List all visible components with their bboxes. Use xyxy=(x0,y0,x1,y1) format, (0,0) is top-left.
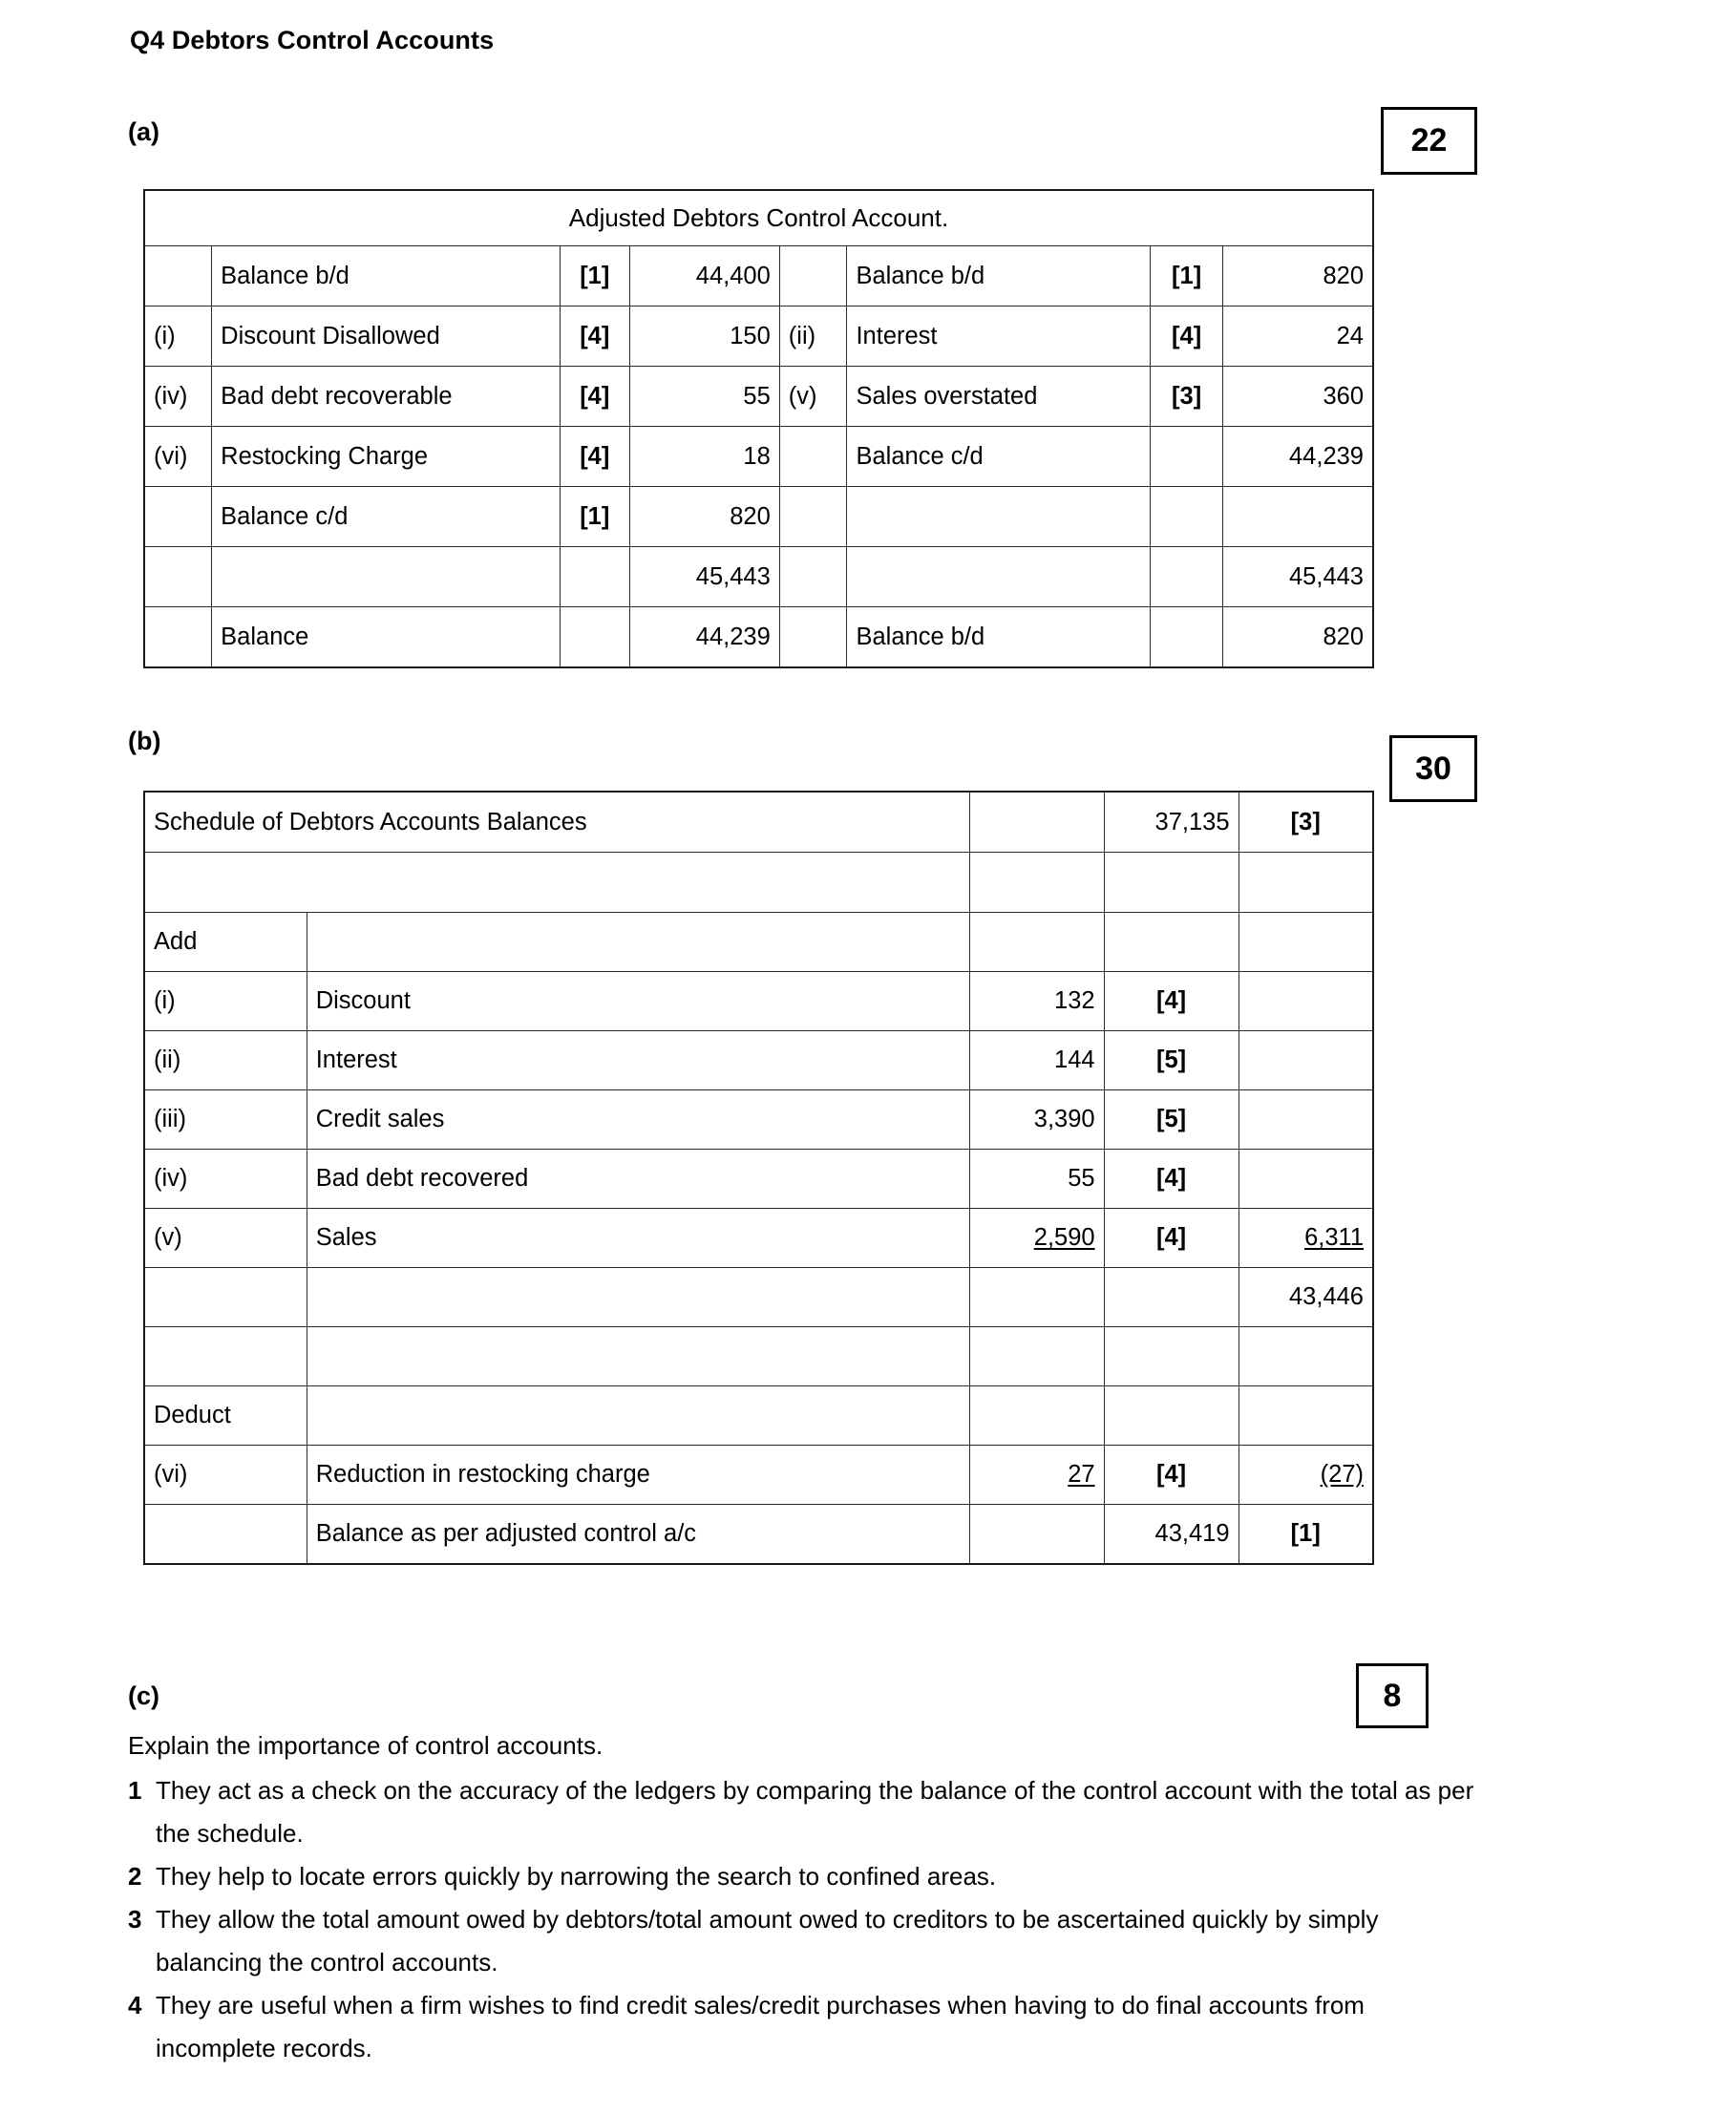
row-mark-right xyxy=(1150,487,1222,547)
row-desc xyxy=(307,913,969,972)
schedule-of-debtors-accounts-balances-table xyxy=(143,791,1374,1565)
section-label-add: Add xyxy=(144,913,307,972)
row-desc xyxy=(307,1386,969,1446)
schedule-heading: Schedule of Debtors Accounts Balances xyxy=(144,792,969,853)
row-mark: [1] xyxy=(1238,1505,1373,1565)
list-item-number: 4 xyxy=(128,1991,142,2019)
row-ref xyxy=(144,1505,307,1565)
row-mark-right: [1] xyxy=(1150,246,1222,307)
list-item-text: They help to locate errors quickly by narrowing the search to confined areas. xyxy=(156,1862,997,1891)
row-mark xyxy=(1238,913,1373,972)
row-ref: (ii) xyxy=(144,1031,307,1090)
row-amount-left: 44,400 xyxy=(629,246,779,307)
row-total xyxy=(1238,1090,1373,1150)
table-row xyxy=(144,246,1373,307)
row-total: 37,135 xyxy=(1104,792,1238,853)
list-item-number: 3 xyxy=(128,1905,142,1934)
row-mark xyxy=(1104,1386,1238,1446)
row-amount-left: 150 xyxy=(629,307,779,367)
row-desc: Sales xyxy=(307,1209,969,1268)
row-mark: [4] xyxy=(1104,1150,1238,1209)
row-amount-left: 55 xyxy=(629,367,779,427)
row-desc-right xyxy=(847,547,1151,607)
table-row xyxy=(144,1446,1373,1505)
marks-badge-part-b: 30 xyxy=(1389,735,1477,802)
row-mark-left: [4] xyxy=(560,307,629,367)
row-subtotal: 43,446 xyxy=(1238,1268,1373,1327)
row-desc: Balance as per adjusted control a/c xyxy=(307,1505,969,1565)
row-amount-right: 24 xyxy=(1223,307,1373,367)
row-total xyxy=(1238,1327,1373,1386)
row-amount xyxy=(969,853,1104,913)
table-row xyxy=(144,1031,1373,1090)
row-desc-left: Discount Disallowed xyxy=(212,307,561,367)
row-mark-right xyxy=(1150,427,1222,487)
row-mark: [3] xyxy=(1238,792,1373,853)
row-mark xyxy=(1238,853,1373,913)
row-amount-right: 44,239 xyxy=(1223,427,1373,487)
row-ref-left: (i) xyxy=(144,307,212,367)
table-row xyxy=(144,367,1373,427)
table-row xyxy=(144,1090,1373,1150)
row-desc: Discount xyxy=(307,972,969,1031)
list-item-number: 1 xyxy=(128,1776,142,1805)
adjusted-debtors-control-account-table xyxy=(143,189,1374,668)
table-row xyxy=(144,913,1373,972)
row-amount: 144 xyxy=(969,1031,1104,1090)
row-mark: [4] xyxy=(1104,972,1238,1031)
row-desc-left: Restocking Charge xyxy=(212,427,561,487)
table-b-body xyxy=(144,792,1373,1564)
table-row xyxy=(144,853,1373,913)
row-amount-right xyxy=(1223,487,1373,547)
row-desc-left: Balance b/d xyxy=(212,246,561,307)
row-total xyxy=(1238,972,1373,1031)
row-ref-left: (vi) xyxy=(144,427,212,487)
row-total: (27) xyxy=(1238,1446,1373,1505)
row-ref-left xyxy=(144,607,212,668)
table-row xyxy=(144,1268,1373,1327)
row-total-left: 45,443 xyxy=(629,547,779,607)
table-row xyxy=(144,792,1373,853)
row-amount: 3,390 xyxy=(969,1090,1104,1150)
row-desc-left xyxy=(212,547,561,607)
row-total-right: 45,443 xyxy=(1223,547,1373,607)
row-total xyxy=(1238,1386,1373,1446)
row-total xyxy=(1104,853,1238,913)
table-row xyxy=(144,1327,1373,1386)
row-mark: [4] xyxy=(1104,1209,1238,1268)
table-row xyxy=(144,427,1373,487)
row-amount-right: 360 xyxy=(1223,367,1373,427)
row-mark xyxy=(1104,1268,1238,1327)
table-row xyxy=(144,972,1373,1031)
row-desc-right: Balance b/d xyxy=(847,607,1151,668)
page-title: Q4 Debtors Control Accounts xyxy=(130,26,495,54)
table-row xyxy=(144,1505,1373,1565)
row-ref-right xyxy=(779,427,847,487)
row-mark-left: [4] xyxy=(560,427,629,487)
row-desc: Bad debt recovered xyxy=(307,1150,969,1209)
row-ref xyxy=(144,1268,307,1327)
part-a-label: (a) xyxy=(128,117,159,146)
list-item xyxy=(128,1855,1484,1898)
row-amount xyxy=(969,1268,1104,1327)
row-desc-right: Balance c/d xyxy=(847,427,1151,487)
row-ref-left xyxy=(144,246,212,307)
row-mark-left: [1] xyxy=(560,246,629,307)
row-ref-right xyxy=(779,246,847,307)
section-label-deduct: Deduct xyxy=(144,1386,307,1446)
row-desc-left: Balance c/d xyxy=(212,487,561,547)
row-ref-right xyxy=(779,607,847,668)
table-row xyxy=(144,1209,1373,1268)
row-ref: (vi) xyxy=(144,1446,307,1505)
row-desc-left: Bad debt recoverable xyxy=(212,367,561,427)
row-ref-right xyxy=(779,547,847,607)
row-desc-right xyxy=(847,487,1151,547)
row-amount-left: 820 xyxy=(629,487,779,547)
row-desc: Credit sales xyxy=(307,1090,969,1150)
row-mark-right xyxy=(1150,547,1222,607)
row-mark-right xyxy=(1150,607,1222,668)
row-desc: Interest xyxy=(307,1031,969,1090)
row-mark xyxy=(1104,1327,1238,1386)
row-amount-left: 18 xyxy=(629,427,779,487)
row-total: 6,311 xyxy=(1238,1209,1373,1268)
row-total xyxy=(1238,1031,1373,1090)
row-amount: 132 xyxy=(969,972,1104,1031)
row-desc-right: Balance b/d xyxy=(847,246,1151,307)
row-mark-left: [1] xyxy=(560,487,629,547)
row-desc: Reduction in restocking charge xyxy=(307,1446,969,1505)
row-ref-right xyxy=(779,487,847,547)
row-desc-left: Balance xyxy=(212,607,561,668)
table-a-title: Adjusted Debtors Control Account. xyxy=(144,190,1373,246)
row-amount xyxy=(969,792,1104,853)
row-ref: (iii) xyxy=(144,1090,307,1150)
row-mark: [5] xyxy=(1104,1031,1238,1090)
list-item-text: They act as a check on the accuracy of the ledgers by comparing the balance of the control account with the total as per the schedule. xyxy=(156,1776,1474,1848)
row-amount-right: 820 xyxy=(1223,246,1373,307)
row-total xyxy=(1238,1150,1373,1209)
table-row xyxy=(144,1386,1373,1446)
row-ref-left: (iv) xyxy=(144,367,212,427)
row-ref-right: (v) xyxy=(779,367,847,427)
part-b-label: (b) xyxy=(128,727,161,755)
row-desc-right: Sales overstated xyxy=(847,367,1151,427)
table-row xyxy=(144,607,1373,668)
marks-badge-part-c: 8 xyxy=(1356,1663,1429,1728)
list-item xyxy=(128,1898,1484,1984)
row-mark-left xyxy=(560,607,629,668)
row-amount: 27 xyxy=(969,1446,1104,1505)
row-ref-left xyxy=(144,547,212,607)
part-c-prompt: Explain the importance of control accounts. xyxy=(128,1731,603,1760)
table-a-body xyxy=(144,190,1373,667)
row-ref: (iv) xyxy=(144,1150,307,1209)
row-total xyxy=(1104,913,1238,972)
row-desc xyxy=(144,853,969,913)
part-c-answer-block xyxy=(128,1724,1484,2070)
row-mark: [5] xyxy=(1104,1090,1238,1150)
marks-badge-part-a: 22 xyxy=(1381,107,1477,175)
table-row xyxy=(144,487,1373,547)
row-amount xyxy=(969,1386,1104,1446)
row-desc xyxy=(307,1327,969,1386)
part-c-label: (c) xyxy=(128,1681,159,1710)
row-desc xyxy=(307,1268,969,1327)
list-item xyxy=(128,1769,1484,1855)
row-mark-right: [3] xyxy=(1150,367,1222,427)
row-amount-right: 820 xyxy=(1223,607,1373,668)
table-row xyxy=(144,307,1373,367)
row-final-total: 43,419 xyxy=(1104,1505,1238,1565)
row-amount xyxy=(969,1327,1104,1386)
table-row xyxy=(144,1150,1373,1209)
row-amount xyxy=(969,913,1104,972)
row-mark-left: [4] xyxy=(560,367,629,427)
row-ref-left xyxy=(144,487,212,547)
list-item-text: They allow the total amount owed by debtors/total amount owed to creditors to be ascertained quickly by simply balancing the control accounts. xyxy=(156,1905,1379,1977)
row-ref-right: (ii) xyxy=(779,307,847,367)
row-mark-left xyxy=(560,547,629,607)
row-amount: 55 xyxy=(969,1150,1104,1209)
table-row xyxy=(144,547,1373,607)
row-desc-right: Interest xyxy=(847,307,1151,367)
list-item-number: 2 xyxy=(128,1862,142,1891)
row-amount: 2,590 xyxy=(969,1209,1104,1268)
table-a-title-row xyxy=(144,190,1373,246)
list-item xyxy=(128,1984,1484,2070)
list-item-text: They are useful when a firm wishes to find credit sales/credit purchases when having to do final accounts from incomplete records. xyxy=(156,1991,1365,2062)
row-ref: (i) xyxy=(144,972,307,1031)
row-ref xyxy=(144,1327,307,1386)
row-amount xyxy=(969,1505,1104,1565)
row-mark-right: [4] xyxy=(1150,307,1222,367)
row-mark: [4] xyxy=(1104,1446,1238,1505)
row-amount-left: 44,239 xyxy=(629,607,779,668)
row-ref: (v) xyxy=(144,1209,307,1268)
